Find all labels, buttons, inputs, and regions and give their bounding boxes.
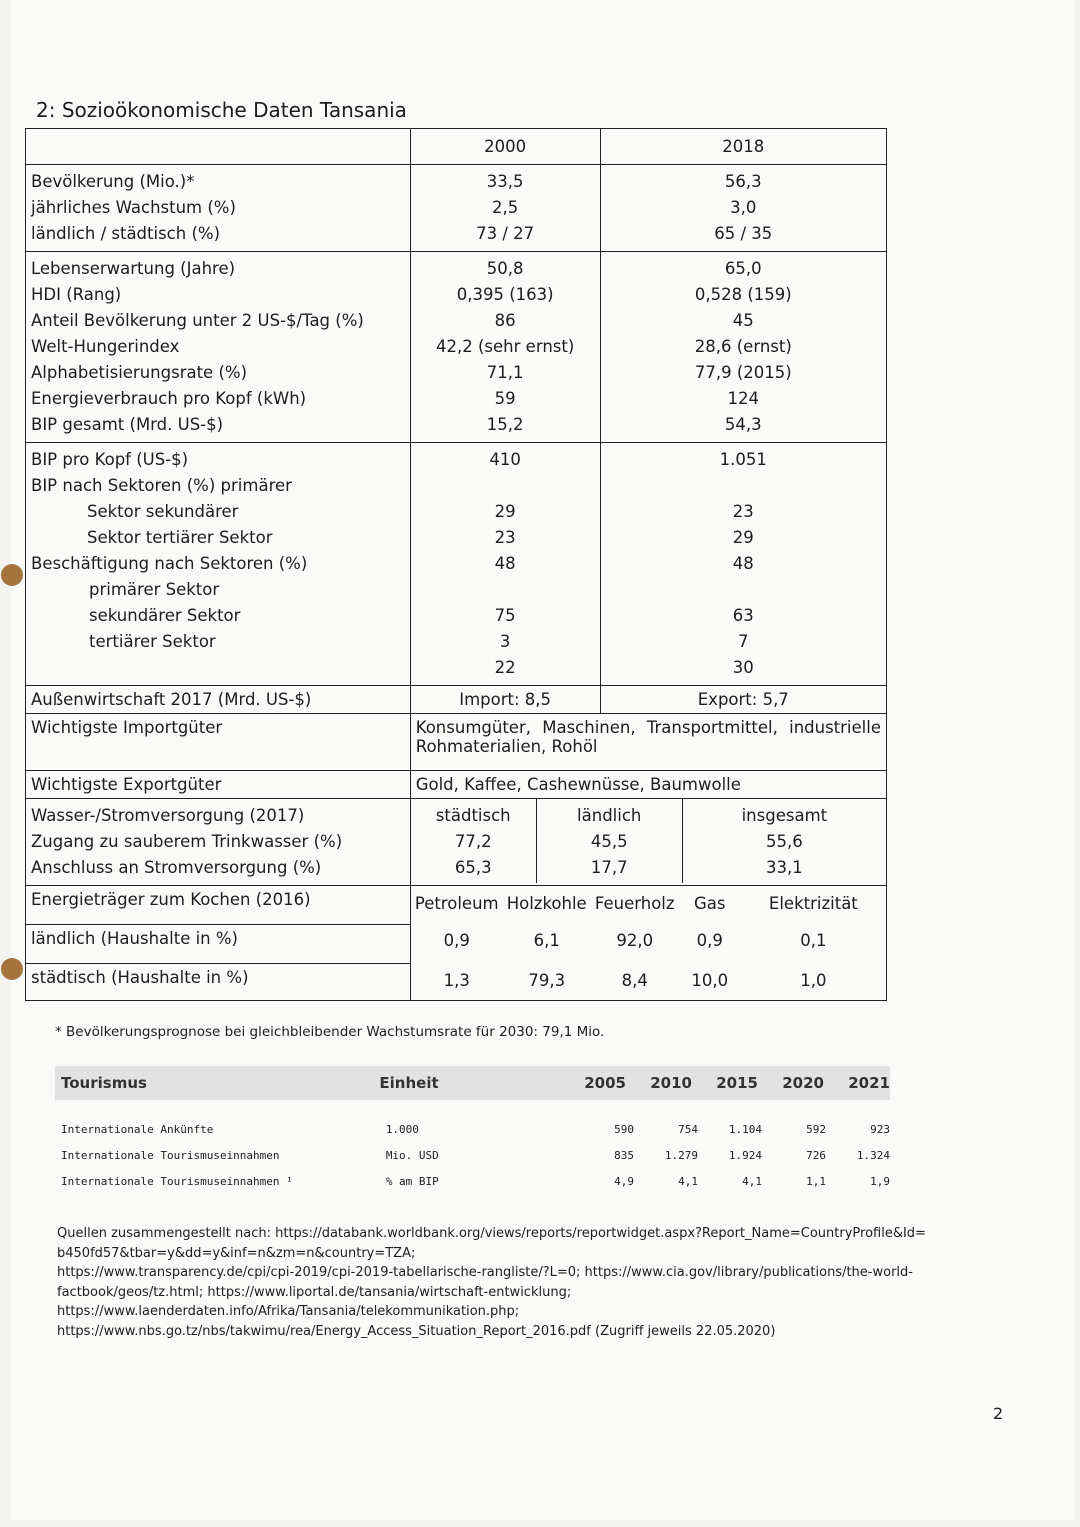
value-2000: 23 — [494, 528, 516, 547]
energy-head: Gas — [693, 893, 726, 913]
tourism-value: 592 — [806, 1122, 827, 1136]
source-line: b450fd57&tbar=y&dd=y&inf=n&zm=n&country=TZA; — [57, 1245, 416, 1261]
value-2000 — [416, 473, 595, 499]
value-2018 — [606, 577, 881, 603]
tourism-year: 2020 — [782, 1074, 824, 1092]
energy-head: Feuerholz — [594, 893, 675, 913]
value-2000 — [416, 577, 595, 603]
row-label: Energieverbrauch pro Kopf (kWh) — [31, 389, 307, 408]
energy-label: Energieträger zum Kochen (2016) — [26, 886, 411, 925]
value-2018: 3,0 — [730, 198, 757, 217]
energy-value: 92,0 — [616, 930, 654, 950]
tourism-value: 1.104 — [728, 1122, 763, 1136]
energy-value: 6,1 — [533, 930, 560, 950]
value-2000: 3 — [499, 632, 511, 651]
tourism-value: 4,1 — [742, 1174, 763, 1188]
source-line: Quellen zusammengestellt nach: https://databank.worldbank.org/views/reports/reportwidget.aspx?Report_Name=CountryProfile&Id= — [57, 1226, 926, 1241]
trade-label: Außenwirtschaft 2017 (Mrd. US-$) — [26, 686, 411, 714]
import-goods-label: Wichtigste Importgüter — [26, 714, 411, 771]
value-2018: 0,528 (159) — [694, 285, 792, 304]
tourism-value: 726 — [806, 1148, 827, 1162]
row-label: BIP gesamt (Mrd. US-$) — [31, 415, 224, 434]
source-line: https://www.nbs.go.tz/nbs/takwimu/rea/Energy_Access_Situation_Report_2016.pdf (Zugriff jeweils 22.05.2020) — [57, 1323, 776, 1339]
tourism-year: 2015 — [716, 1074, 758, 1092]
energy-value: 1,3 — [443, 970, 470, 990]
footnote: * Bevölkerungsprognose bei gleichbleibender Wachstumsrate für 2030: 79,1 Mio. — [55, 1024, 605, 1040]
sources — [57, 1224, 957, 1341]
row-label: BIP nach Sektoren (%) primärer — [31, 476, 292, 495]
water-value: 17,7 — [590, 858, 628, 877]
page-number: 2 — [993, 1404, 1004, 1423]
water-col-head: ländlich — [577, 806, 642, 825]
value-2018: 63 — [732, 606, 754, 625]
value-2000: 29 — [494, 502, 516, 521]
tourism-value: 835 — [614, 1148, 635, 1162]
value-2000: 410 — [489, 450, 521, 469]
value-2018: 23 — [732, 502, 754, 521]
value-2000: 2,5 — [492, 198, 519, 217]
value-2000: 48 — [494, 554, 516, 573]
water-power-row — [26, 799, 887, 886]
row-label: primärer Sektor — [89, 580, 220, 599]
tourism-year: 2010 — [650, 1074, 692, 1092]
tourism-header — [55, 1066, 890, 1100]
header-row — [26, 129, 887, 165]
value-2000: 75 — [494, 606, 516, 625]
row-label: Anteil Bevölkerung unter 2 US-$/Tag (%) — [31, 311, 364, 330]
water-col-head: städtisch — [435, 806, 511, 825]
energy-value: 8,4 — [621, 970, 648, 990]
energy-head: Elektrizität — [768, 893, 858, 913]
row-label: sekundärer Sektor — [89, 606, 241, 625]
row-label: Welt-Hungerindex — [31, 337, 180, 356]
tourism-year: 2021 — [848, 1074, 890, 1092]
tourism-row-label: Internationale Tourismuseinnahmen — [61, 1148, 280, 1162]
energy-values-row — [411, 960, 886, 1000]
energy-rural-label: ländlich (Haushalte in %) — [26, 925, 411, 964]
tourism-head-label: Tourismus — [61, 1074, 147, 1092]
value-2018: 56,3 — [724, 172, 762, 191]
value-2018: 1.051 — [719, 450, 767, 469]
punch-hole-mark — [1, 958, 23, 980]
energy-row — [26, 886, 887, 925]
energy-urban-label: städtisch (Haushalte in %) — [26, 964, 411, 1001]
block-economy-sectors — [26, 443, 887, 686]
row-label: tertiärer Sektor — [89, 632, 216, 651]
row-label: HDI (Rang) — [31, 285, 122, 304]
socioeconomic-table — [25, 128, 887, 1001]
water-row-label: Zugang zu sauberem Trinkwasser (%) — [31, 832, 343, 851]
unit-head-label: Einheit — [379, 1074, 439, 1092]
row-label: Beschäftigung nach Sektoren (%) — [31, 554, 308, 573]
value-2018: 7 — [738, 632, 749, 651]
export-value: Export: 5,7 — [600, 686, 886, 714]
tourism-year: 2005 — [584, 1074, 626, 1092]
value-2018: 45 — [732, 311, 754, 330]
value-2018: 65,0 — [724, 259, 762, 278]
value-2018: 30 — [732, 658, 754, 677]
water-value: 65,3 — [454, 858, 492, 877]
block-development — [26, 252, 887, 443]
year-header: 2018 — [600, 129, 886, 165]
tourism-value: 1,1 — [806, 1174, 827, 1188]
value-2018: 48 — [732, 554, 754, 573]
energy-head: Holzkohle — [506, 893, 587, 913]
value-2000: 33,5 — [486, 172, 524, 191]
value-2018: 28,6 (ernst) — [694, 337, 792, 356]
water-row-label: Wasser-/Stromversorgung (2017) — [31, 806, 305, 825]
water-col-head: insgesamt — [741, 806, 828, 825]
year-header: 2000 — [410, 129, 600, 165]
tourism-row — [55, 1168, 890, 1194]
row-label: jährliches Wachstum (%) — [31, 198, 236, 217]
export-goods-value: Gold, Kaffee, Cashewnüsse, Baumwolle — [410, 771, 886, 799]
water-value: 77,2 — [454, 832, 492, 851]
tourism-value: 1.279 — [664, 1148, 699, 1162]
source-line: factbook/geos/tz.html; https://www.liportal.de/tansania/wirtschaft-entwicklung; — [57, 1284, 572, 1300]
punch-hole-mark — [1, 564, 23, 586]
value-2000: 42,2 (sehr ernst) — [436, 337, 575, 356]
water-value: 55,6 — [765, 832, 803, 851]
tourism-table — [55, 1066, 890, 1194]
tourism-row-label: Internationale Tourismuseinnahmen ¹ — [61, 1174, 293, 1188]
energy-value: 0,1 — [800, 930, 827, 950]
tourism-value: 923 — [870, 1122, 891, 1136]
energy-head: Petroleum — [414, 893, 499, 913]
trade-row — [26, 686, 887, 714]
energy-head-row — [411, 886, 886, 920]
import-goods-row — [26, 714, 887, 771]
energy-values-row — [411, 920, 886, 960]
export-goods-label: Wichtigste Exportgüter — [26, 771, 411, 799]
tourism-unit: Mio. USD — [385, 1148, 439, 1162]
tourism-row — [55, 1116, 890, 1142]
tourism-value: 590 — [614, 1122, 635, 1136]
source-line: https://www.transparency.de/cpi/cpi-2019/cpi-2019-tabellarische-rangliste/?L=0; https://www.cia.gov/library/publications/the-world- — [57, 1265, 913, 1280]
energy-value: 0,9 — [443, 930, 470, 950]
tourism-row-label: Internationale Ankünfte — [61, 1122, 214, 1136]
value-2018: 29 — [732, 528, 754, 547]
row-label: Sektor sekundärer — [87, 502, 239, 521]
export-goods-row — [26, 771, 887, 799]
value-2000: 71,1 — [486, 363, 524, 382]
energy-value: 10,0 — [691, 970, 729, 990]
row-label: Bevölkerung (Mio.)* — [31, 172, 195, 191]
water-value: 45,5 — [590, 832, 628, 851]
tourism-value: 754 — [678, 1122, 699, 1136]
tourism-value: 1,9 — [870, 1174, 891, 1188]
tourism-value: 4,1 — [678, 1174, 699, 1188]
water-value: 33,1 — [765, 858, 803, 877]
value-2018: 77,9 (2015) — [694, 363, 792, 382]
tourism-row — [55, 1142, 890, 1168]
row-label: ländlich / städtisch (%) — [31, 224, 221, 243]
energy-value: 79,3 — [528, 970, 566, 990]
tourism-value: 1.924 — [728, 1148, 763, 1162]
block-population — [26, 165, 887, 252]
value-2000: 86 — [494, 311, 516, 330]
value-2018 — [606, 473, 881, 499]
value-2000: 73 / 27 — [476, 224, 535, 243]
value-2018: 54,3 — [724, 415, 762, 434]
tourism-unit: % am BIP — [385, 1174, 439, 1188]
import-goods-value: Konsumgüter, Maschinen, Transportmittel, industrielle Rohmaterialien, Rohöl — [410, 714, 886, 771]
energy-value: 0,9 — [696, 930, 723, 950]
page-title: 2: Sozioökonomische Daten Tansania — [36, 98, 407, 122]
value-2000: 15,2 — [486, 415, 524, 434]
value-2000: 59 — [494, 389, 516, 408]
tourism-value: 4,9 — [614, 1174, 635, 1188]
energy-value: 1,0 — [800, 970, 827, 990]
tourism-unit: 1.000 — [385, 1122, 419, 1136]
tourism-value: 1.324 — [856, 1148, 891, 1162]
row-label: Sektor tertiärer Sektor — [87, 528, 273, 547]
source-line: https://www.laenderdaten.info/Afrika/Tansania/telekommunikation.php; — [57, 1304, 520, 1319]
row-label: BIP pro Kopf (US-$) — [31, 450, 189, 469]
import-value: Import: 8,5 — [410, 686, 600, 714]
value-2018: 65 / 35 — [714, 224, 773, 243]
value-2000: 22 — [494, 658, 516, 677]
value-2000: 50,8 — [486, 259, 524, 278]
value-2018: 124 — [727, 389, 760, 408]
row-label: Lebenserwartung (Jahre) — [31, 259, 236, 278]
water-row-label: Anschluss an Stromversorgung (%) — [31, 858, 322, 877]
value-2000: 0,395 (163) — [456, 285, 554, 304]
row-label: Alphabetisierungsrate (%) — [31, 363, 248, 382]
